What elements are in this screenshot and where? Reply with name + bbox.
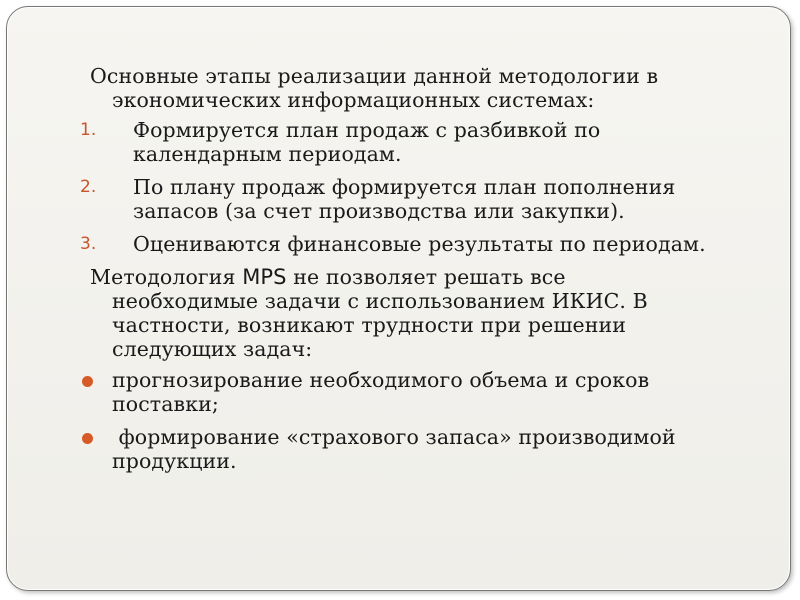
numbered-item-2 xyxy=(78,175,738,223)
numbered-item-2-text: По плану продаж формируется план пополнения запасов (за счет производства или закупки). xyxy=(133,175,676,223)
numbered-item-3-text: Оцениваются финансовые результаты по периодам. xyxy=(133,232,706,256)
mps-lead-text: Методология xyxy=(90,265,243,289)
mps-after-text: не позволяет решать все xyxy=(286,265,566,289)
slide-content xyxy=(78,64,738,482)
mps-term: MPS xyxy=(242,265,287,289)
numbered-item-3 xyxy=(78,232,738,256)
bullet-item-2-text: формирование «страхового запаса» производимой продукции. xyxy=(112,425,683,473)
intro-line-2: экономических информационных системах: xyxy=(112,88,595,112)
bullet-item-1 xyxy=(78,368,738,416)
number-marker-2: 2. xyxy=(80,177,97,197)
bullet-item-2 xyxy=(78,425,738,473)
intro-paragraph xyxy=(90,64,738,112)
number-marker-1: 1. xyxy=(80,120,97,140)
numbered-item-1-text: Формируется план продаж с разбивкой по календарным периодам. xyxy=(133,118,601,166)
bullet-dot-icon xyxy=(82,376,93,387)
numbered-item-1 xyxy=(78,118,738,166)
number-marker-3: 3. xyxy=(80,234,97,254)
bullet-dot-icon xyxy=(82,433,93,444)
mps-paragraph xyxy=(90,265,738,361)
bullet-item-1-text: прогнозирование необходимого объема и сроков поставки; xyxy=(112,368,650,416)
intro-line-1: Основные этапы реализации данной методологии в xyxy=(90,64,659,88)
mps-paragraph-rest: необходимые задачи с использованием ИКИС. В частности, возникают трудности при решении следующих задач: xyxy=(112,289,648,361)
